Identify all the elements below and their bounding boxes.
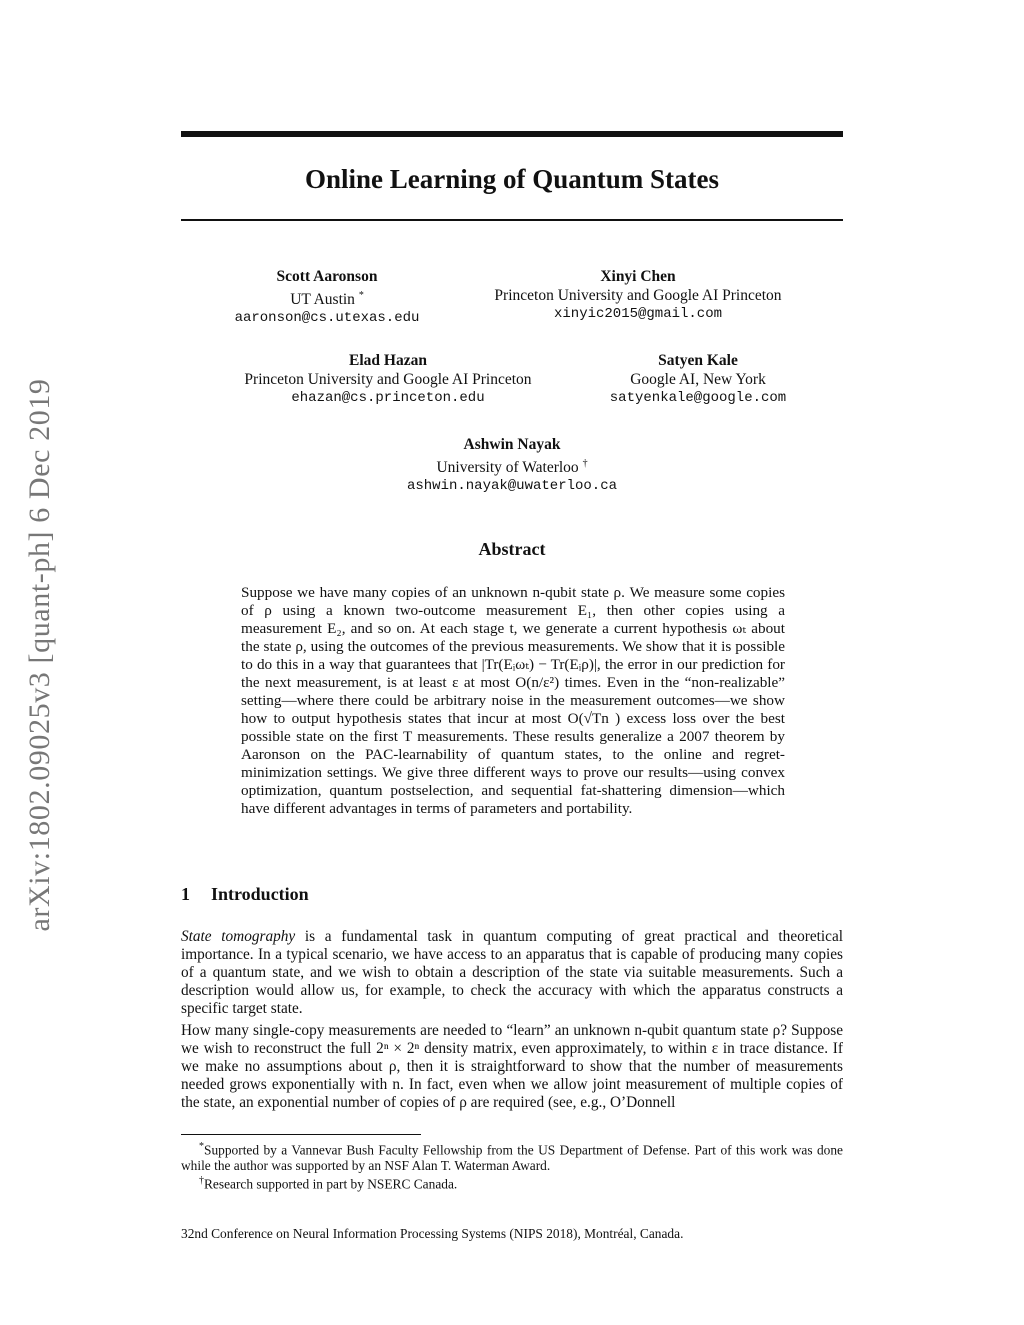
author-name: Satyen Kale: [658, 352, 738, 369]
author-email[interactable]: aaronson@cs.utexas.edu: [234, 310, 420, 327]
author-affiliation: Google AI, New York: [630, 370, 766, 388]
author-affiliation: University of Waterloo †: [436, 457, 588, 476]
abstract-text: Suppose we have many copies of an unknown n-qubit state ρ. We measure some copies of ρ using a known two-outcome measurement E₁, then other copies using a measurement E₂, and so on. At each stage t, we generate a current hypothesis ωₜ about the state ρ, using the outcomes of the previous measurements. We show that it is possible to do this in a way that guarantees that |Tr(Eᵢωₜ) − Tr(Eᵢρ)|, the error in our prediction for the next measurement, is at least ε at most O(n/ε²) times. Even in the “non-realizable” setting—where there could be arbitrary noise in the measurement outcomes—we show how to output hypothesis states that incur at most O(√Tn ) excess loss over the best possible state on the first T measurements. These results generalize a 2007 theorem by Aaronson on the PAC-learnability of quantum states, to the online and regret-minimization settings. We give three different ways to prove our results—using convex optimization, quantum postselection, and sequential fat-shattering dimension—which have different advantages in terms of parameters and portability.: [241, 584, 785, 817]
section-heading: [181, 884, 309, 905]
title-rule-top: [181, 131, 843, 137]
author-name: Xinyi Chen: [600, 268, 676, 285]
author-email[interactable]: satyenkale@google.com: [609, 390, 787, 406]
conference-footer: 32nd Conference on Neural Information Processing Systems (NIPS 2018), Montréal, Canada.: [181, 1226, 684, 1241]
paper-title: Online Learning of Quantum States: [304, 164, 720, 194]
intro-paragraph-2: How many single-copy measurements are needed to “learn” an unknown n-qubit quantum state ρ? Suppose we wish to reconstruct the full 2ⁿ × 2ⁿ density matrix, even approximately, to within ε in trace distance. If we make no assumptions about ρ, then it is straightforward to show that the number of measurements needed grows exponentially with n. In fact, even when we allow joint measurement of multiple copies of the state, an exponential number of copies of ρ are required (see, e.g., O’Donnell: [181, 1022, 843, 1111]
author-email[interactable]: ehazan@cs.princeton.edu: [291, 390, 485, 406]
section-title: Introduction: [211, 884, 309, 904]
author-name: Elad Hazan: [349, 352, 427, 369]
author-block: [222, 268, 432, 328]
author-email[interactable]: ashwin.nayak@uwaterloo.ca: [406, 478, 618, 495]
footnote: †Research supported in part by NSERC Canada.: [199, 1175, 458, 1192]
intro-paragraph-1: State tomography is a fundamental task in quantum computing of great practical and theoretical importance. In a typical scenario, we have access to an apparatus that is capable of producing many copies of a quantum state, and we wish to obtain a description of the state via suitable measurements. Such a description would allow us, for example, to check the accuracy with which the apparatus constructs a specific target state.: [181, 928, 843, 1017]
arxiv-sidebar-stamp: [20, 350, 60, 960]
author-block: [228, 352, 548, 408]
author-affiliation: UT Austin *: [290, 289, 364, 308]
author-name: Ashwin Nayak: [463, 436, 561, 453]
author-name: Scott Aaronson: [276, 268, 378, 285]
abstract-heading: Abstract: [478, 539, 546, 559]
footnote-rule: [181, 1134, 421, 1135]
author-affiliation: Princeton University and Google AI Princeton: [494, 286, 782, 304]
arxiv-id: arXiv:1802.09025v3 [quant-ph] 6 Dec 2019: [23, 378, 56, 932]
author-affiliation: Princeton University and Google AI Princeton: [244, 370, 532, 388]
section-number: 1: [181, 884, 190, 904]
author-block: [478, 268, 798, 324]
author-block: [392, 436, 632, 496]
footnote: *Supported by a Vannevar Bush Faculty Fellowship from the US Department of Defense. Part of this work was done while the author was supported by an NSF Alan T. Waterman Award.: [181, 1141, 843, 1174]
emphasis-term: State tomography: [181, 928, 296, 945]
author-block: [598, 352, 798, 408]
title-rule-bottom: [181, 219, 843, 221]
author-email[interactable]: xinyic2015@gmail.com: [553, 306, 723, 322]
